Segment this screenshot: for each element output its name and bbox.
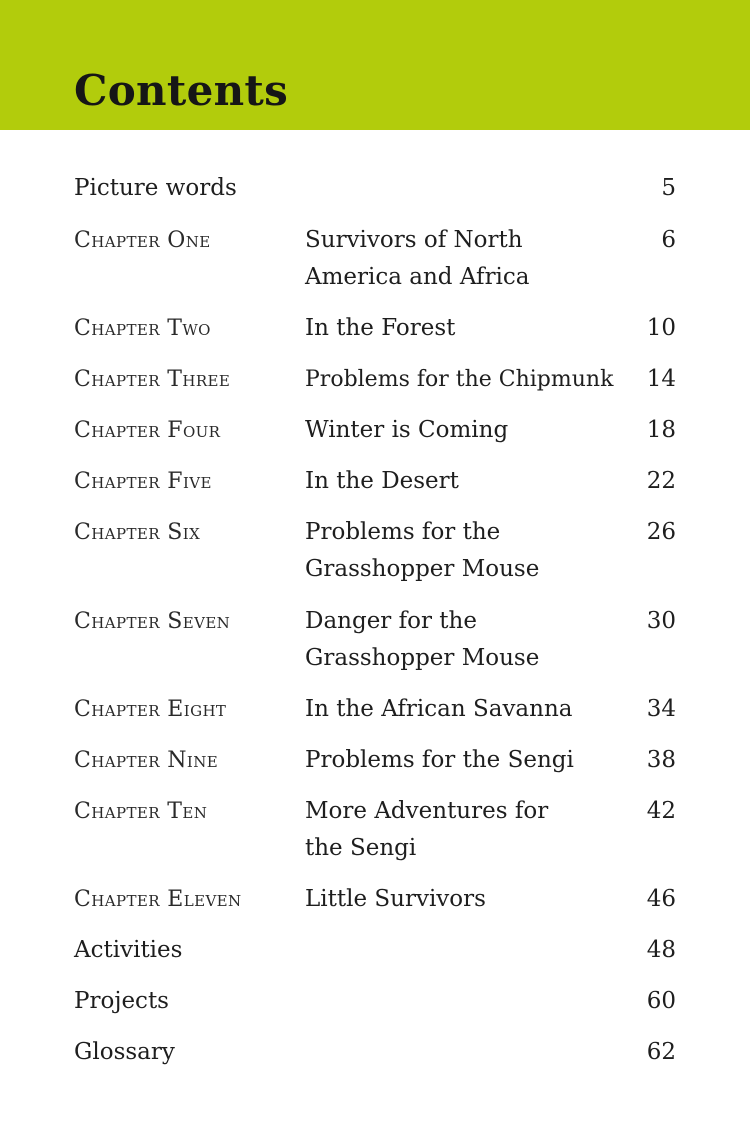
chapter-title: In the African Savanna: [305, 696, 573, 722]
toc-page-number: 60: [646, 988, 676, 1014]
chapter-label: Chapter Ten: [74, 799, 208, 824]
toc-entry-label: Glossary: [74, 1039, 175, 1065]
chapter-label: Chapter Seven: [74, 609, 231, 634]
chapter-title: Problems for the Sengi: [305, 747, 574, 773]
chapter-title: Problems for the Grasshopper Mouse: [305, 519, 540, 582]
chapter-title: More Adventures for the Sengi: [305, 798, 549, 861]
chapter-title: Survivors of North America and Africa: [305, 227, 530, 290]
toc-page-number: 5: [661, 175, 676, 201]
toc-entry-label: Activities: [74, 937, 183, 963]
chapter-title: In the Desert: [305, 468, 459, 494]
toc-page-number: 48: [646, 937, 676, 963]
chapter-label: Chapter Four: [74, 418, 221, 443]
chapter-title: Little Survivors: [305, 886, 486, 912]
toc-page-number: 38: [646, 747, 676, 773]
toc-page-number: 30: [646, 608, 676, 634]
page-title: Contents: [74, 66, 289, 115]
chapter-title: Problems for the Chipmunk: [305, 367, 614, 392]
toc-page-number: 46: [646, 886, 676, 912]
toc-page-number: 6: [661, 227, 676, 253]
chapter-label: Chapter Three: [74, 367, 231, 392]
toc-page-number: 62: [646, 1039, 676, 1065]
chapter-label: Chapter Nine: [74, 748, 219, 773]
chapter-label: Chapter Five: [74, 469, 212, 494]
chapter-label: Chapter Two: [74, 316, 211, 341]
toc-page-number: 22: [646, 468, 676, 494]
toc-entry-label: Picture words: [74, 175, 237, 201]
chapter-label: Chapter Eleven: [74, 887, 242, 912]
toc-entry-label: Projects: [74, 988, 169, 1014]
toc-page-number: 14: [646, 366, 676, 392]
chapter-label: Chapter Eight: [74, 697, 227, 722]
toc-page-number: 10: [646, 315, 676, 341]
toc-page-number: 34: [646, 696, 676, 722]
chapter-title: Danger for the Grasshopper Mouse: [305, 608, 540, 671]
chapter-title: Winter is Coming: [305, 417, 509, 443]
chapter-label: Chapter Six: [74, 520, 201, 545]
chapter-label: Chapter One: [74, 228, 211, 253]
chapter-title: In the Forest: [305, 315, 456, 341]
toc-page-number: 26: [646, 519, 676, 545]
toc-page-number: 42: [646, 798, 676, 824]
toc-page-number: 18: [646, 417, 676, 443]
